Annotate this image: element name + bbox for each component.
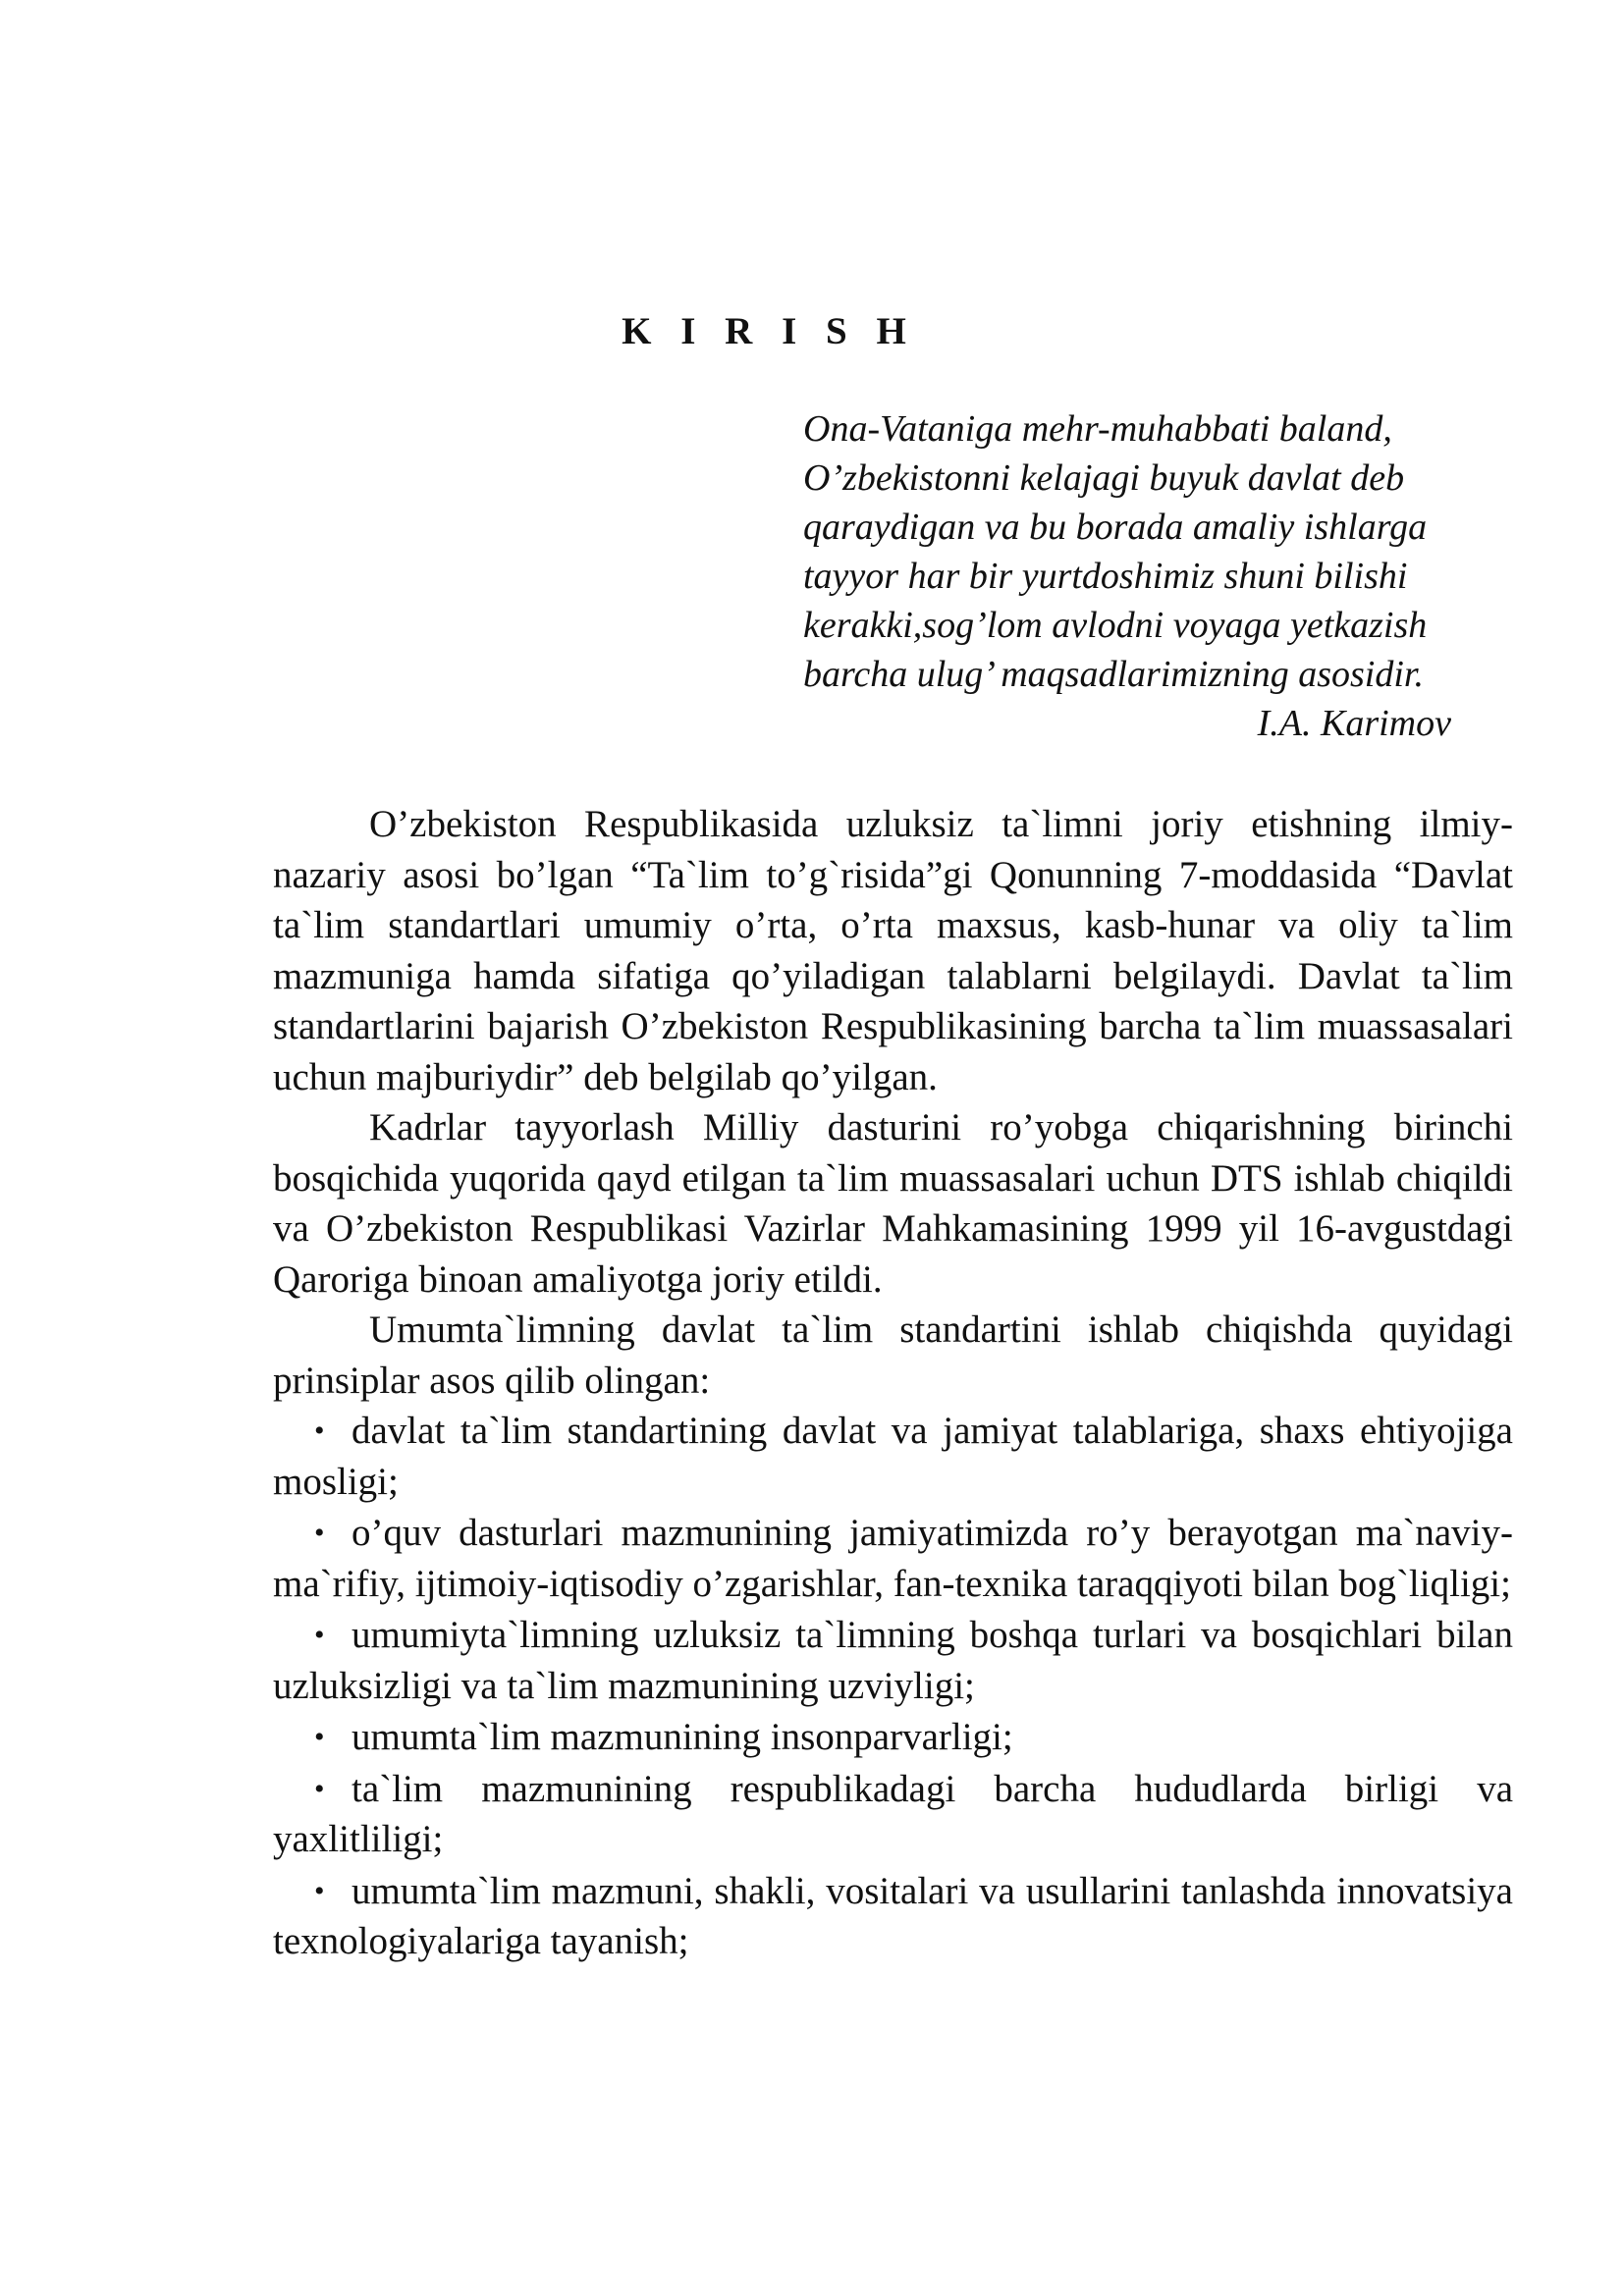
paragraph: Kadrlar tayyorlash Milliy dasturini ro’yobga chiqarishning birinchi bosqichida yuqorida qayd etilgan ta`lim muassasalari uchun DTS ishlab chiqildi va O’zbekiston Respublikasi Vazirlar Mahkamasining 1999 yil 16-avgustdagi Qaroriga binoan amaliyotga joriy etildi. [273,1106,1513,1301]
list-item-text: davlat ta`lim standartining davlat va jamiyat talablariga, shaxs ehtiyojiga mosligi; [273,1410,1513,1503]
list-item-text: ta`lim mazmunining respublikadagi barcha hududlarda birligi va yaxlitliligi; [273,1767,1513,1860]
epigraph-line: kerakki,sog’lom avlodni voyaga yetkazish [803,605,1428,646]
list-item-text: umumta`lim mazmuni, shakli, vositalari va usullarini tanlashda innovatsiya texnologiyalariga tayanish; [273,1869,1513,1962]
epigraph-line: Ona-Vataniga mehr-muhabbati baland, [803,408,1392,450]
principles-list [273,1406,1513,1967]
page-title: K I R I S H [622,310,916,352]
list-item [273,1764,1513,1865]
epigraph-line: qaraydigan va bu borada amaliy ishlarga [803,507,1428,548]
body-text [273,799,1513,1968]
bullet-icon: • [314,1619,325,1651]
epigraph-author: I.A. Karimov [1257,703,1451,744]
list-item-text: umumiyta`limning uzluksiz ta`limning boshqa turlari va bosqichlari bilan uzluksizligi va ta`lim mazmunining uzviyligi; [273,1614,1513,1707]
list-item [273,1508,1513,1609]
bullet-icon: • [314,1874,325,1907]
epigraph-line: O’zbekistonni kelajagi buyuk davlat deb [803,457,1405,499]
list-item-text: umumta`lim mazmunining insonparvarligi; [352,1716,1013,1758]
list-item [273,1610,1513,1711]
list-item [273,1866,1513,1967]
epigraph-line: tayyor har bir yurtdoshimiz shuni bilishi [803,556,1408,597]
paragraph: O’zbekiston Respublikasida uzluksiz ta`limni joriy etishning ilmiy-nazariy asosi bo’lgan “Ta`lim to’g`risida”gi Qonunning 7-moddasida “Davlat ta`lim standartlari umumiy o’rta, o’rta maxsus, kasb-hunar va oliy ta`lim mazmuniga hamda sifatiga qo’yiladigan talablarni belgilaydi. Davlat ta`lim standartlarini bajarish O’zbekiston Respublikasining barcha ta`lim muassasalari uchun majburiydir” deb belgilab qo’yilgan. [273,803,1513,1098]
epigraph-line: barcha ulug’ maqsadlarimizning asosidir. [803,654,1424,695]
bullet-icon: • [314,1772,325,1805]
list-item [273,1712,1513,1763]
list-item [273,1406,1513,1507]
paragraph: Umumta`limning davlat ta`lim standartini ishlab chiqishda quyidagi prinsiplar asos qilib olingan: [273,1308,1513,1402]
bullet-icon: • [314,1721,325,1753]
epigraph [803,404,1451,748]
list-item-text: o’quv dasturlari mazmunining jamiyatimizda ro’y berayotgan ma`naviy-ma`rifiy, ijtimoiy-iqtisodiy o’zgarishlar, fan-texnika taraqqiyoti bilan bog`liqligi; [273,1512,1513,1605]
bullet-icon: • [314,1517,325,1549]
bullet-icon: • [314,1415,325,1447]
